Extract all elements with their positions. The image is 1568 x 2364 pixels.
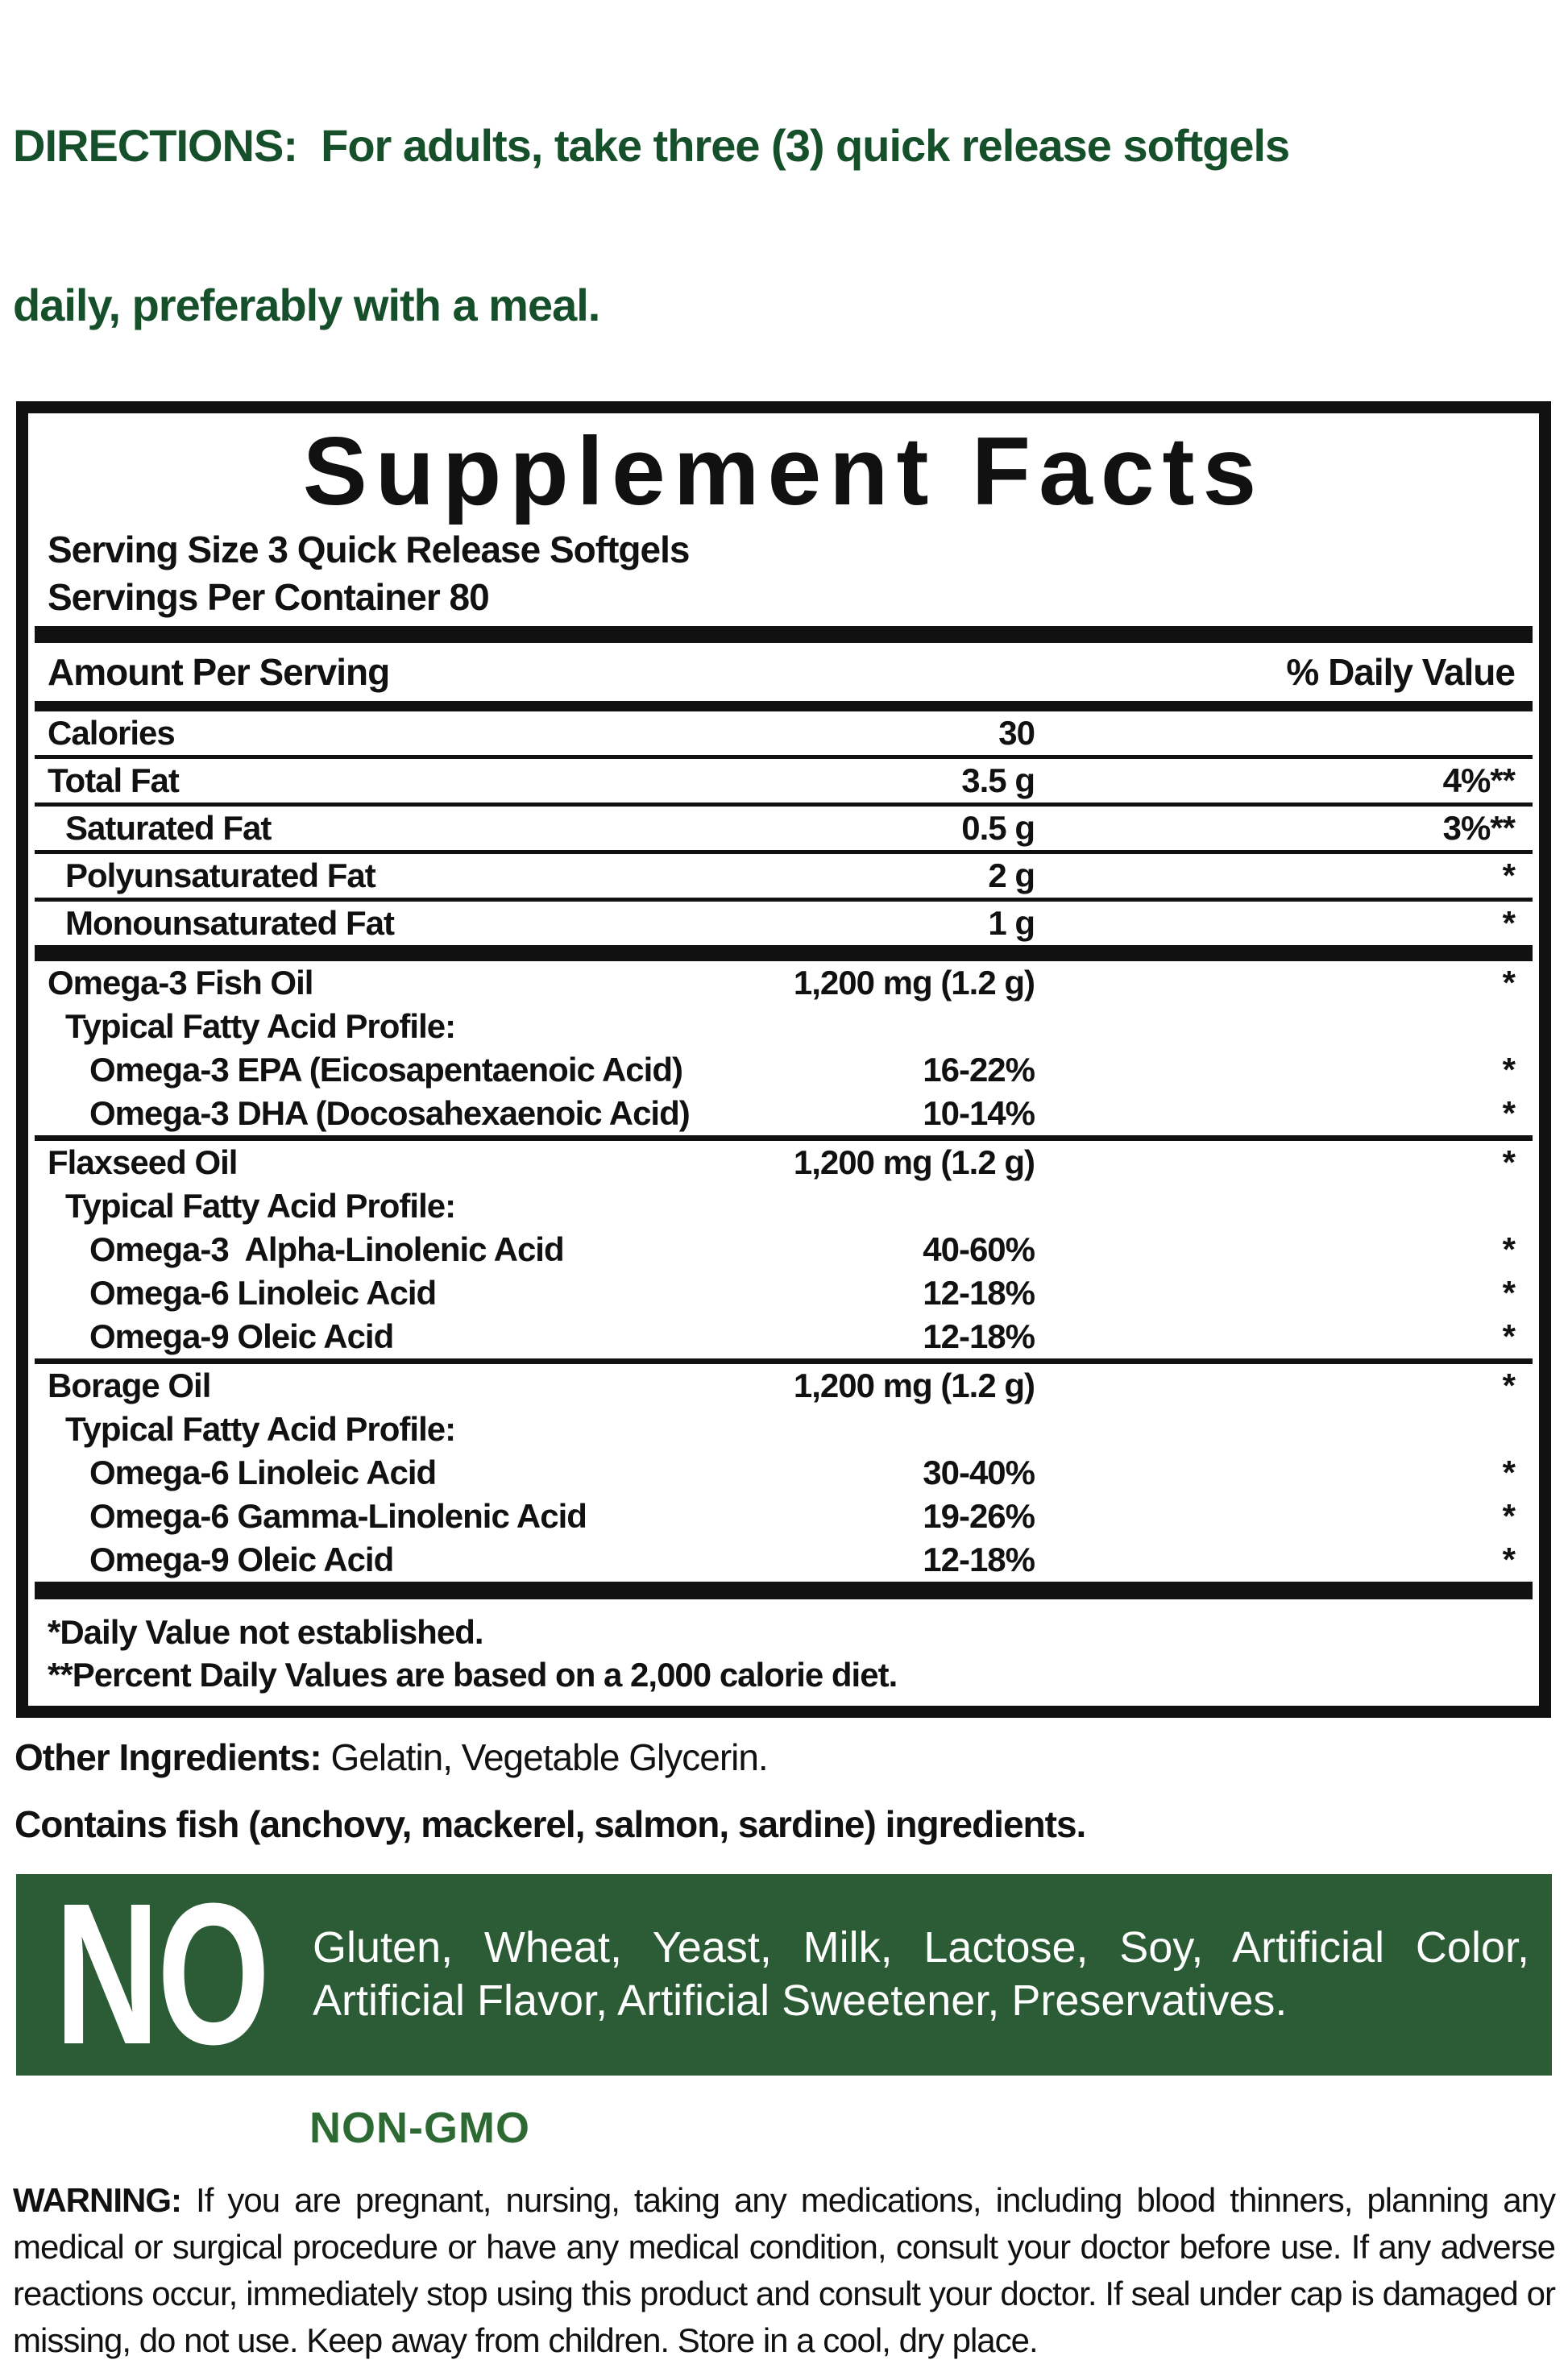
row-name: Omega-6 Gamma-Linolenic Acid (89, 1496, 587, 1535)
other-ingredients-value: Gelatin, Vegetable Glycerin. (321, 1736, 768, 1778)
sf-rows (28, 711, 1539, 1599)
row-name: Omega-3 DHA (Docosahexaenoic Acid) (89, 1093, 690, 1132)
row-name: Omega-3 Fish Oil (48, 963, 313, 1002)
row-daily-value: * (1502, 1366, 1515, 1404)
other-ingredients (15, 1736, 1553, 1780)
amount-per-serving-label: Amount Per Serving (48, 650, 390, 693)
directions-line-2: daily, preferably with a meal. (13, 280, 600, 330)
row-amount: 12-18% (923, 1317, 1035, 1355)
table-row (28, 1048, 1539, 1092)
row-daily-value: * (1502, 1273, 1515, 1312)
row-daily-value: * (1502, 1143, 1515, 1181)
row-amount: 10-14% (923, 1093, 1035, 1132)
table-row (28, 1408, 1539, 1451)
row-name: Total Fat (48, 761, 179, 799)
row-daily-value: * (1502, 1453, 1515, 1491)
serving-size: Serving Size 3 Quick Release Softgels (48, 528, 690, 570)
row-name: Omega-3 Alpha-Linolenic Acid (89, 1230, 564, 1268)
row-daily-value: * (1502, 1093, 1515, 1132)
row-name: Polyunsaturated Fat (65, 856, 375, 894)
row-daily-value: * (1502, 1317, 1515, 1355)
table-row (28, 711, 1539, 755)
row-amount: 30 (998, 713, 1035, 752)
row-daily-value: 4%** (1442, 761, 1515, 799)
table-row (28, 1141, 1539, 1184)
no-claims-text: Gluten, Wheat, Yeast, Milk, Lactose, Soy, Artificial Color, Artificial Flavor, Artificial Sweetener, Preservatives. (313, 1922, 1529, 2025)
row-amount: 3.5 g (961, 761, 1035, 799)
row-name: Omega-6 Linoleic Acid (89, 1453, 437, 1491)
row-name: Saturated Fat (65, 808, 272, 847)
table-row (28, 1005, 1539, 1048)
table-row (28, 1315, 1539, 1358)
row-daily-value: * (1502, 1230, 1515, 1268)
table-row (28, 1495, 1539, 1538)
row-amount: 12-18% (923, 1273, 1035, 1312)
row-divider (35, 1358, 1533, 1364)
row-name: Typical Fatty Acid Profile: (65, 1006, 456, 1045)
row-divider (35, 1135, 1533, 1141)
directions-line-1: DIRECTIONS: For adults, take three (3) quick release softgels (13, 120, 1290, 171)
section-divider-bar (35, 1582, 1533, 1599)
row-amount: 1,200 mg (1.2 g) (793, 1143, 1035, 1181)
table-row (28, 1228, 1539, 1271)
section-divider-bar (35, 945, 1533, 961)
warning-body: If you are pregnant, nursing, taking any medications, including blood thinners, planning any medical or surgical procedure or have any medical condition, consult your doctor before use. If any adverse reactions occur, immediately stop using this product and consult your doctor. If seal under cap is damaged or missing, do not use. Keep away from children. Store in a cool, dry place. (13, 2180, 1555, 2359)
other-ingredients-label: Other Ingredients: (15, 1736, 321, 1778)
table-row (28, 1364, 1539, 1408)
row-name: Typical Fatty Acid Profile: (65, 1186, 456, 1225)
row-daily-value: 3%** (1442, 808, 1515, 847)
footnote-percent-dv: **Percent Daily Values are based on a 2,000 calorie diet. (48, 1655, 898, 1694)
row-amount: 19-26% (923, 1496, 1035, 1535)
row-amount: 1 g (988, 903, 1035, 942)
row-amount: 40-60% (923, 1230, 1035, 1268)
row-name: Omega-3 EPA (Eicosapentaenoic Acid) (89, 1050, 682, 1089)
row-name: Typical Fatty Acid Profile: (65, 1409, 456, 1448)
row-amount: 16-22% (923, 1050, 1035, 1089)
row-daily-value: * (1502, 1496, 1515, 1535)
row-amount: 2 g (988, 856, 1035, 894)
directions-text (13, 13, 1553, 385)
row-amount: 30-40% (923, 1453, 1035, 1491)
row-amount: 1,200 mg (1.2 g) (793, 1366, 1035, 1404)
header-divider-bar-bottom (35, 701, 1533, 711)
no-word: NO (55, 1860, 268, 2086)
table-row (28, 1538, 1539, 1582)
row-name: Omega-9 Oleic Acid (89, 1317, 394, 1355)
table-row (28, 961, 1539, 1005)
row-name: Omega-6 Linoleic Acid (89, 1273, 437, 1312)
table-row (28, 1451, 1539, 1495)
table-row (28, 1184, 1539, 1228)
warning-text (13, 2177, 1555, 2364)
row-name: Flaxseed Oil (48, 1143, 238, 1181)
footnotes (28, 1599, 1539, 1698)
row-daily-value: * (1502, 1540, 1515, 1578)
row-amount: 0.5 g (961, 808, 1035, 847)
servings-per-container: Servings Per Container 80 (48, 575, 489, 618)
row-name: Calories (48, 713, 175, 752)
row-amount: 12-18% (923, 1540, 1035, 1578)
footnote-daily-value: *Daily Value not established. (48, 1612, 483, 1651)
row-name: Omega-9 Oleic Acid (89, 1540, 394, 1578)
table-row (28, 1092, 1539, 1135)
daily-value-label: % Daily Value (1286, 650, 1515, 693)
allergen-statement: Contains fish (anchovy, mackerel, salmon, sardine) ingredients. (15, 1802, 1086, 1845)
row-name: Borage Oil (48, 1366, 211, 1404)
table-row (28, 854, 1539, 898)
table-row (28, 759, 1539, 803)
row-daily-value: * (1502, 963, 1515, 1002)
row-amount: 1,200 mg (1.2 g) (793, 963, 1035, 1002)
table-row (28, 1271, 1539, 1315)
supplement-facts-panel (16, 401, 1551, 1718)
table-row (28, 902, 1539, 945)
table-header-row (28, 643, 1539, 701)
table-row (28, 807, 1539, 850)
no-claims-banner (16, 1860, 1552, 2086)
row-name: Monounsaturated Fat (65, 903, 394, 942)
row-daily-value: * (1502, 903, 1515, 942)
header-divider-bar-top (35, 626, 1533, 643)
row-daily-value: * (1502, 1050, 1515, 1089)
non-gmo-label: NON-GMO (309, 2103, 530, 2152)
warning-label: WARNING: (13, 2180, 181, 2219)
row-daily-value: * (1502, 856, 1515, 894)
supplement-facts-title: Supplement Facts (302, 417, 1265, 525)
